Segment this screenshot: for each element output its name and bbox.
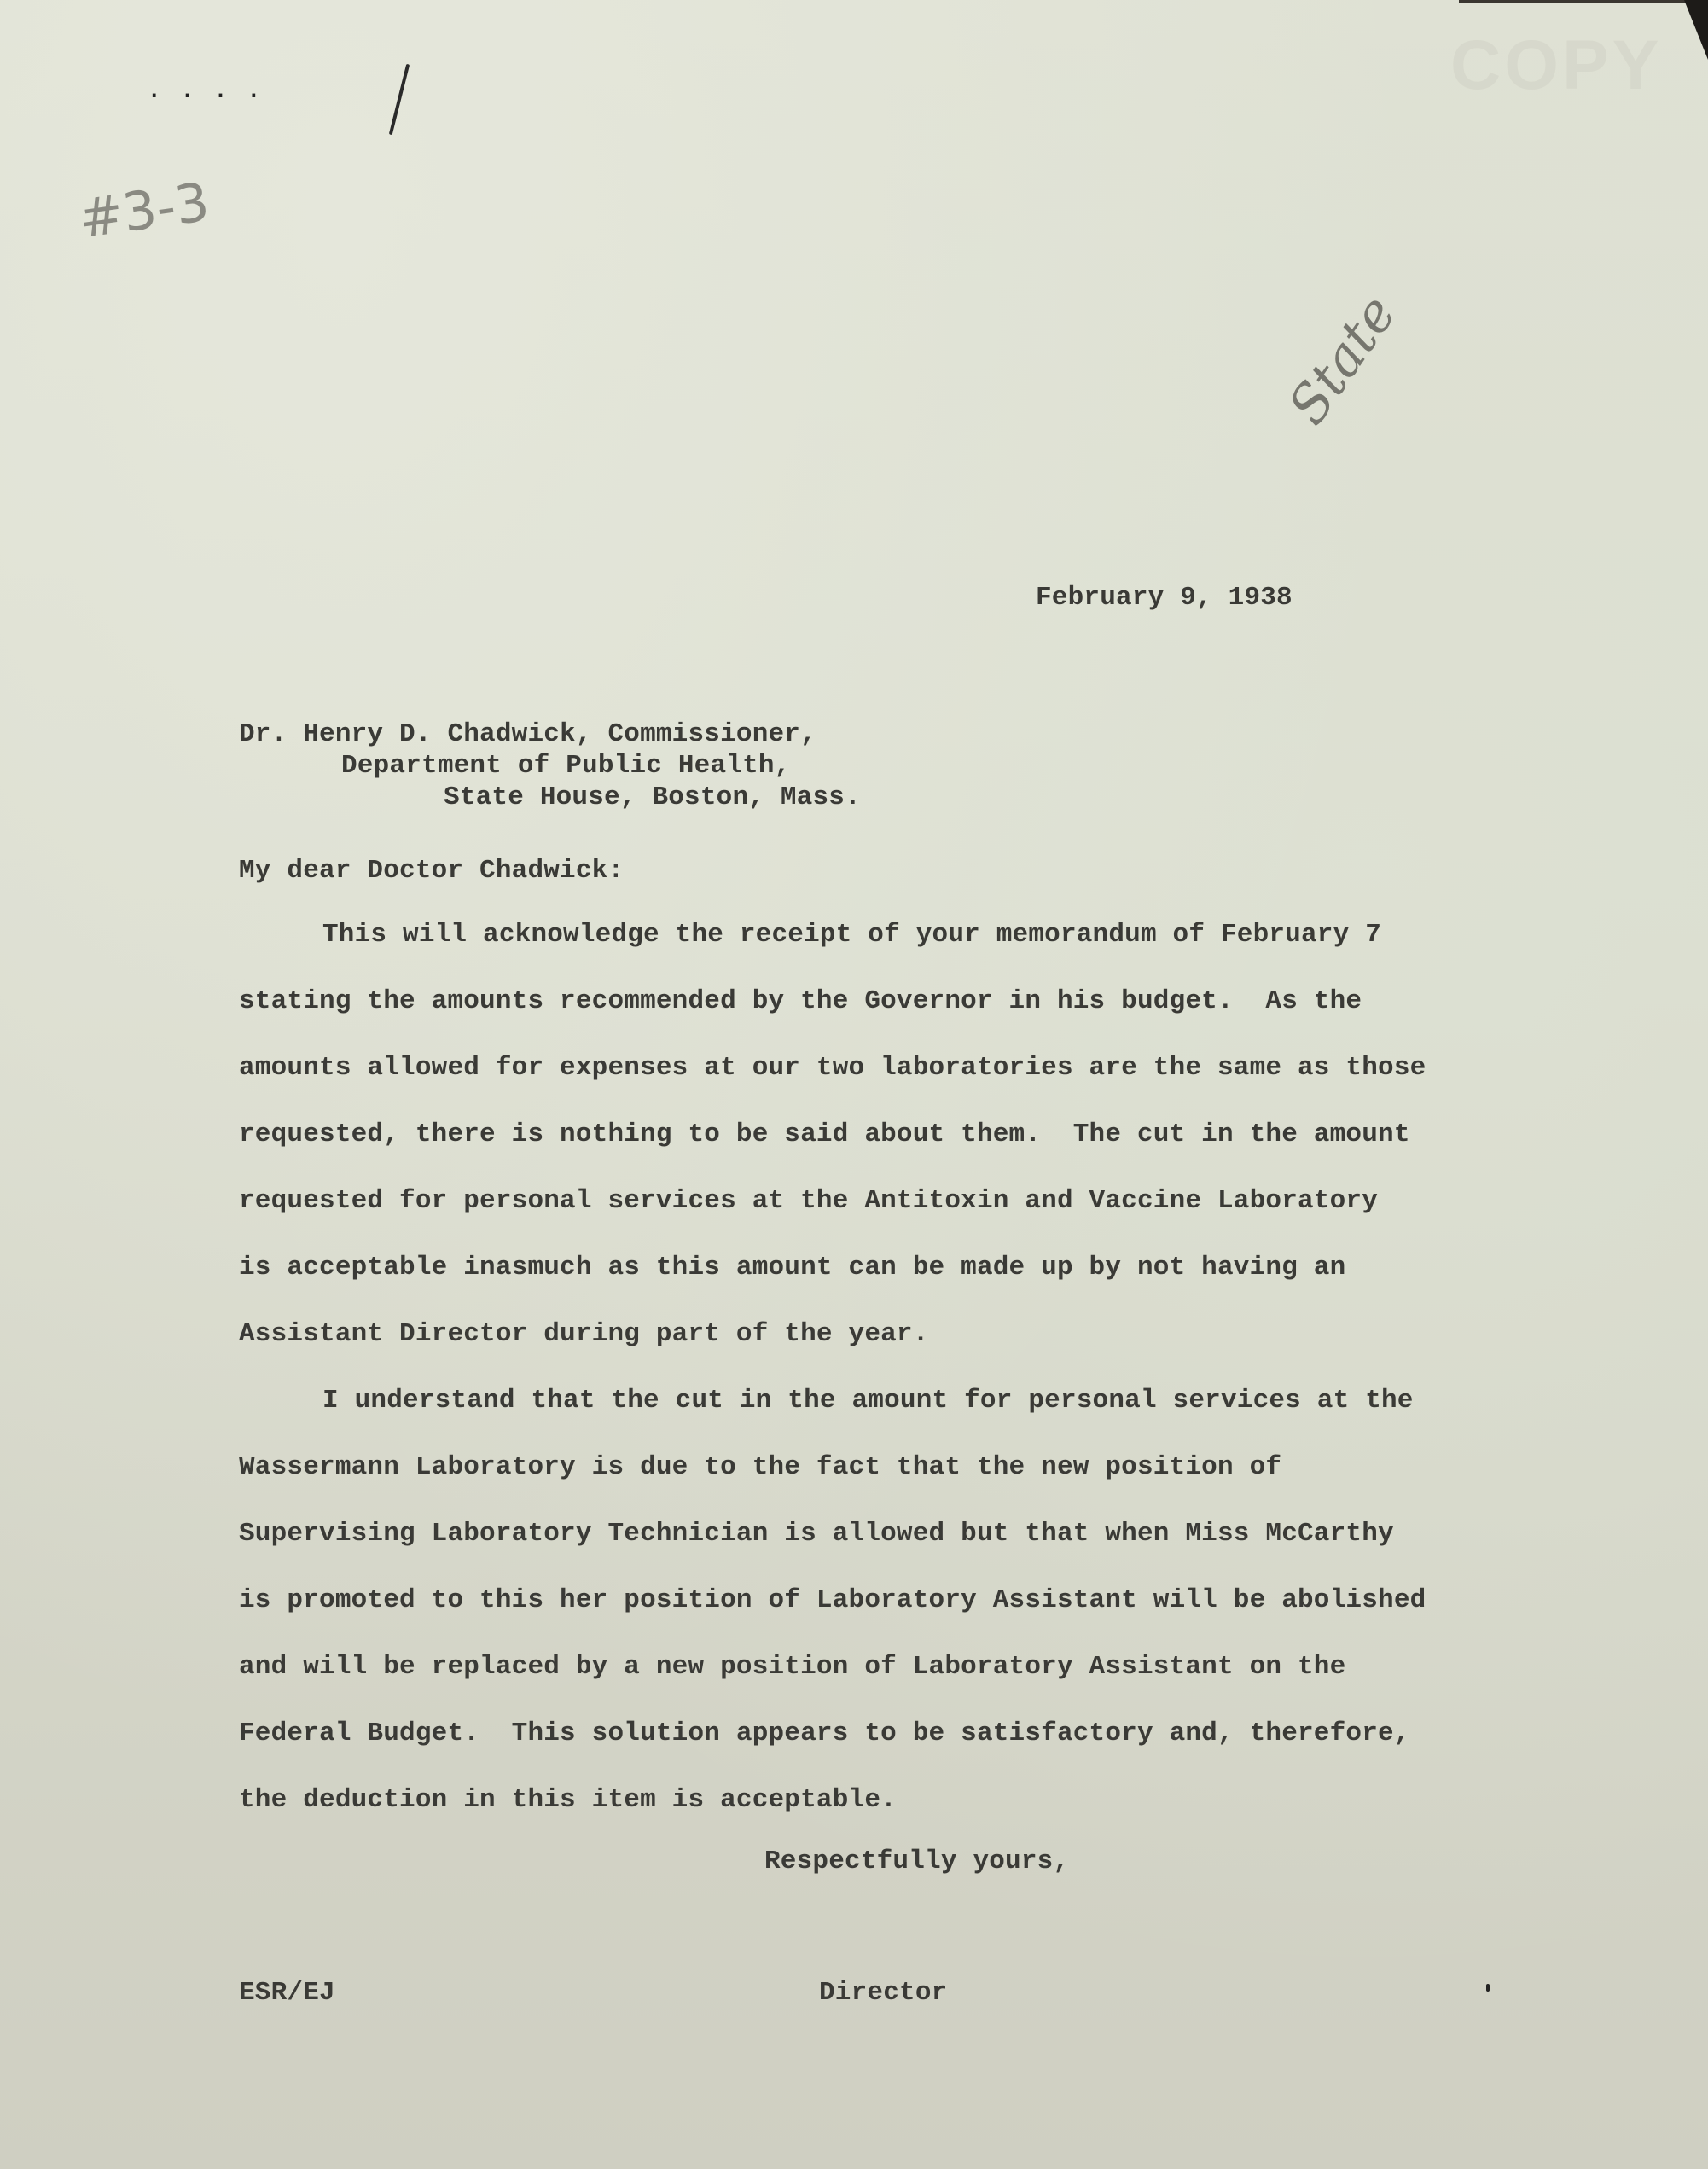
paragraph-2-line-4: is promoted to this her position of Laboratory Assistant will be abolished	[239, 1585, 1426, 1615]
paragraph-1-line-7: Assistant Director during part of the year.	[239, 1319, 929, 1349]
paragraph-2-line-5: and will be replaced by a new position of Laboratory Assistant on the	[239, 1652, 1346, 1682]
salutation: My dear Doctor Chadwick:	[239, 856, 625, 886]
paragraph-1-line-4: requested, there is nothing to be said about them. The cut in the amount	[239, 1119, 1410, 1149]
pencil-dots-mark: · · · ·	[149, 79, 266, 113]
recipient-name-line: Dr. Henry D. Chadwick, Commissioner,	[239, 719, 816, 749]
page-corner-shadow	[1684, 0, 1708, 60]
complimentary-closing: Respectfully yours,	[764, 1846, 1070, 1876]
recipient-address-line: State House, Boston, Mass.	[444, 782, 861, 812]
paragraph-2-line-7: the deduction in this item is acceptable.	[239, 1785, 897, 1815]
state-margin-note: State	[1275, 283, 1409, 436]
recipient-department-line: Department of Public Health,	[341, 751, 791, 781]
copy-stamp: COPY	[1450, 26, 1663, 104]
paragraph-1-line-5: requested for personal services at the Antitoxin and Vaccine Laboratory	[239, 1186, 1379, 1216]
paragraph-2-line-2: Wassermann Laboratory is due to the fact that the new position of	[239, 1452, 1282, 1482]
paragraph-1-line-6: is acceptable inasmuch as this amount can be made up by not having an	[239, 1253, 1346, 1282]
paragraph-1-line-1: This will acknowledge the receipt of your memorandum of February 7	[322, 920, 1381, 950]
file-number-annotation: #3-3	[74, 170, 213, 251]
letter-date: February 9, 1938	[1036, 583, 1293, 613]
signature-title: Director	[819, 1978, 948, 2008]
paragraph-2-line-6: Federal Budget. This solution appears to be satisfactory and, therefore,	[239, 1718, 1410, 1748]
ink-speck	[1486, 1984, 1490, 1992]
paragraph-2-line-3: Supervising Laboratory Technician is allowed but that when Miss McCarthy	[239, 1519, 1394, 1549]
paragraph-2-line-1: I understand that the cut in the amount for personal services at the	[322, 1386, 1414, 1416]
typist-initials: ESR/EJ	[239, 1978, 335, 2008]
paragraph-1-line-3: amounts allowed for expenses at our two laboratories are the same as those	[239, 1053, 1426, 1083]
paragraph-1-line-2: stating the amounts recommended by the Governor in his budget. As the	[239, 986, 1362, 1016]
page-top-edge	[1459, 0, 1708, 3]
pencil-slash-mark	[389, 64, 410, 135]
